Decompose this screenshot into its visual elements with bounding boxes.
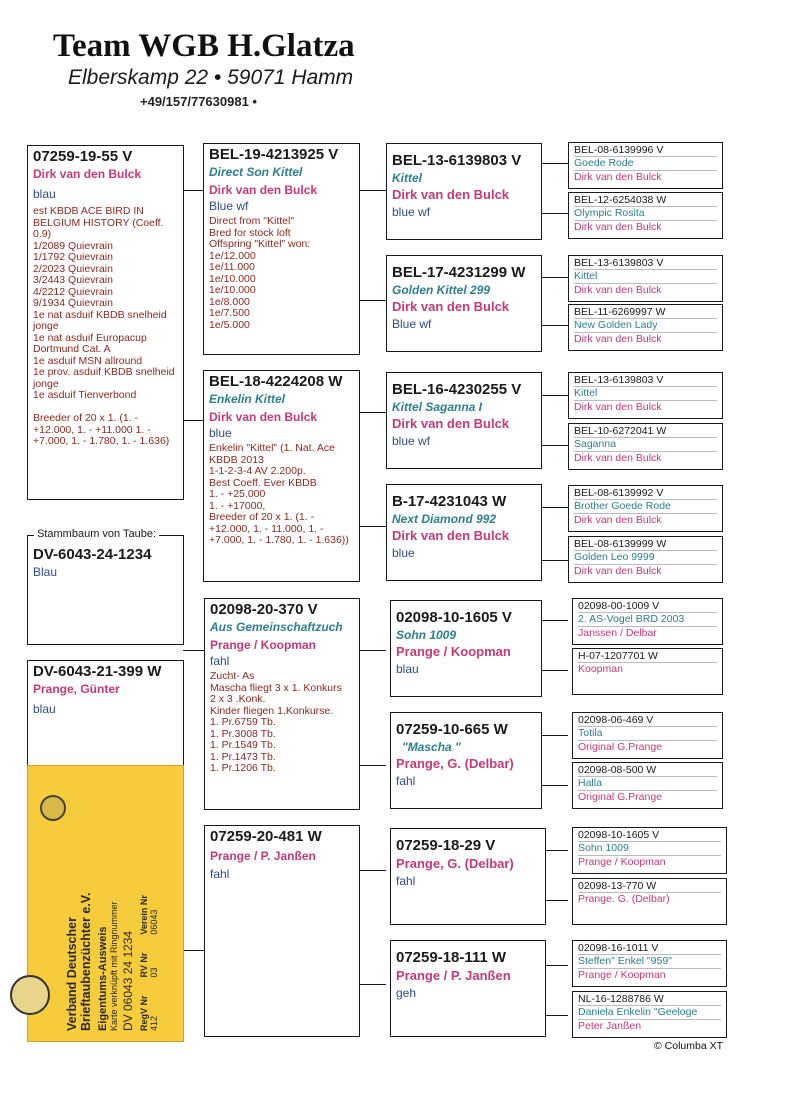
gen2-mm-breeder: Prange / P. Janßen bbox=[210, 849, 316, 863]
card-association: Verband Deutscher bbox=[65, 917, 79, 1031]
gen2-mf-box bbox=[204, 598, 360, 810]
gen3-box bbox=[386, 484, 542, 581]
gen3-color: blue wf bbox=[392, 434, 431, 448]
gen3-ring: B-17-4231043 W bbox=[392, 493, 507, 510]
gen2-mf-ring: 02098-20-370 V bbox=[210, 601, 318, 618]
gen4-name: Brother Goede Rode bbox=[574, 499, 717, 513]
gen4-breeder: Prange. G. (Delbar) bbox=[578, 892, 721, 906]
connector bbox=[360, 412, 386, 413]
gen4-breeder: Janssen / Delbar bbox=[578, 626, 717, 640]
seal-icon bbox=[40, 795, 66, 821]
gen4-breeder: Dirk van den Bulck bbox=[574, 451, 717, 465]
gen3-ring: 02098-10-1605 V bbox=[396, 609, 512, 626]
father-color: blau bbox=[33, 187, 56, 201]
connector bbox=[542, 277, 568, 278]
gen4-breeder: Dirk van den Bulck bbox=[574, 400, 717, 414]
gen4-breeder: Dirk van den Bulck bbox=[574, 220, 717, 234]
gen4-box bbox=[572, 827, 727, 874]
gen3-breeder: Dirk van den Bulck bbox=[392, 299, 510, 314]
card-regv-label: RegV Nr bbox=[139, 995, 149, 1031]
gen4-name: Olympic Rosita bbox=[574, 206, 717, 220]
card-ring: DV 06043 24 1234 bbox=[121, 930, 135, 1031]
father-notes: est KBDB ACE BIRD IN BELGIUM HISTORY (Coeff. 0.9) 1/2089 Quievrain 1/1792 Quievrain 2/2023 Quievrain 3/2443 Quievrain 4/2212 Quievrain 9/1934 Quievrain 1e nat asduif KBDB snelheid jonge 1e nat asduif Europacup Dortmund Cat. A 1e asduif MSN allround 1e prov. asduif KBDB snelheid jonge 1e asduif Tienverbond Breeder of 20 x 1. (1. - +12.000, 1. - +11.000 1. - +7.000, 1. - 1.780, 1. - 1.636) bbox=[33, 205, 175, 447]
gen3-breeder: Prange / Koopman bbox=[396, 644, 511, 659]
gen3-breeder: Dirk van den Bulck bbox=[392, 528, 510, 543]
card-rv-value: 03 bbox=[149, 967, 159, 978]
gen4-box bbox=[568, 255, 723, 302]
connector bbox=[542, 560, 568, 561]
connector bbox=[184, 420, 203, 421]
association-logo-icon bbox=[10, 975, 50, 1015]
card-verein-value: 06043 bbox=[149, 909, 159, 935]
gen4-name: Golden Leo 9999 bbox=[574, 550, 717, 564]
connector bbox=[360, 650, 386, 651]
gen4-ring: 02098-16-1011 V bbox=[578, 942, 659, 954]
gen3-name: Sohn 1009 bbox=[396, 628, 457, 642]
gen3-box bbox=[386, 255, 542, 352]
gen4-box bbox=[568, 485, 723, 532]
gen4-box bbox=[568, 372, 723, 419]
gen3-ring: BEL-13-6139803 V bbox=[392, 152, 522, 169]
gen4-box bbox=[568, 536, 723, 583]
gen3-breeder: Dirk van den Bulck bbox=[392, 187, 510, 202]
gen4-ring: 02098-00-1009 V bbox=[578, 600, 660, 612]
gen2-ff-name: Direct Son Kittel bbox=[209, 165, 303, 179]
gen4-ring: 02098-08-500 W bbox=[578, 764, 657, 776]
card-subtitle: Karte verknüpft mit Ringnummer bbox=[109, 901, 119, 1031]
gen3-color: fahl bbox=[396, 874, 416, 888]
gen3-name: Next Diamond 992 bbox=[392, 512, 497, 526]
gen3-box bbox=[390, 712, 542, 809]
connector bbox=[542, 325, 568, 326]
connector bbox=[542, 445, 568, 446]
gen2-mm-box bbox=[204, 825, 360, 1037]
father-box bbox=[27, 145, 184, 500]
gen4-ring: H-07-1207701 W bbox=[578, 650, 658, 662]
gen2-mf-notes: Zucht- As Mascha fliegt 3 x 1. Konkurs 2 x 3 .Konk. Kinder fliegen 1.Konkurse. 1. Pr.6759 Tb. 1. Pr.3008 Tb. 1. Pr.1549 Tb. 1. Pr.1473 Tb. 1. Pr.1206 Tb. bbox=[210, 670, 342, 774]
gen3-box bbox=[390, 828, 546, 925]
connector bbox=[542, 163, 568, 164]
gen3-name: Kittel Saganna I bbox=[392, 400, 483, 414]
address: Elberskamp 22 • 59071 Hamm bbox=[68, 66, 354, 89]
gen4-breeder: Prange / Koopman bbox=[578, 855, 721, 869]
connector bbox=[360, 526, 386, 527]
gen3-color: blau bbox=[396, 662, 419, 676]
father-ring: 07259-19-55 V bbox=[33, 148, 133, 165]
card-association-sub: Brieftaubenzüchter e.V. bbox=[79, 892, 93, 1031]
gen4-breeder: Original G.Prange bbox=[578, 790, 717, 804]
gen3-color: blue wf bbox=[392, 205, 431, 219]
connector bbox=[360, 765, 386, 766]
gen4-name: Kittel bbox=[574, 269, 717, 283]
gen4-ring: BEL-10-6272041 W bbox=[574, 425, 667, 437]
gen3-breeder: Prange, G. (Delbar) bbox=[396, 756, 514, 771]
gen4-box bbox=[572, 598, 723, 645]
gen4-box bbox=[568, 304, 723, 351]
phone: +49/157/77630981 • bbox=[140, 94, 257, 109]
gen3-ring: 07259-18-111 W bbox=[396, 949, 507, 966]
gen4-ring: NL-16-1288786 W bbox=[578, 993, 664, 1005]
gen4-box bbox=[568, 142, 723, 189]
connector bbox=[360, 300, 386, 301]
gen3-box bbox=[390, 940, 546, 1037]
connector bbox=[360, 984, 386, 985]
gen3-color: geh bbox=[396, 986, 417, 1000]
gen3-name: Kittel bbox=[392, 171, 422, 185]
connector bbox=[542, 670, 568, 671]
gen4-ring: 02098-06-469 V bbox=[578, 714, 654, 726]
gen3-breeder: Prange / P. Janßen bbox=[396, 968, 511, 983]
gen4-box bbox=[572, 712, 723, 759]
connector bbox=[360, 870, 386, 871]
gen4-breeder: Peter Janßen bbox=[578, 1019, 721, 1033]
gen3-ring: BEL-17-4231299 W bbox=[392, 264, 526, 281]
gen3-ring: 07259-10-665 W bbox=[396, 721, 508, 738]
gen3-box bbox=[386, 372, 542, 469]
gen4-name: Goede Rode bbox=[574, 156, 717, 170]
subject-ring: DV-6043-24-1234 bbox=[33, 546, 152, 563]
connector bbox=[183, 950, 204, 951]
gen4-breeder: Dirk van den Bulck bbox=[574, 283, 717, 297]
ownership-card-text bbox=[65, 771, 159, 1031]
father-breeder: Dirk van den Bulck bbox=[33, 167, 142, 181]
gen4-name: Saganna bbox=[574, 437, 717, 451]
gen4-name: Sohn 1009 bbox=[578, 841, 721, 855]
gen4-ring: BEL-11-6269997 W bbox=[574, 306, 666, 318]
gen2-mm-color: fahl bbox=[210, 867, 230, 881]
gen4-name: New Golden Lady bbox=[574, 318, 717, 332]
gen3-ring: BEL-16-4230255 V bbox=[392, 381, 522, 398]
gen3-ring: 07259-18-29 V bbox=[396, 837, 496, 854]
connector bbox=[542, 785, 568, 786]
gen4-name: Halla bbox=[578, 776, 717, 790]
gen3-color: Blue wf bbox=[392, 317, 432, 331]
card-regv-value: 412 bbox=[149, 1015, 159, 1031]
gen2-ff-notes: Direct from "Kittel" Bred for stock loft Offspring "Kittel" won: 1e/12.000 1e/11.000 1e/10.000 1e/10.000 1e/8.000 1e/7.500 1e/5.000 bbox=[209, 215, 311, 331]
gen4-ring: BEL-12-6254038 W bbox=[574, 194, 667, 206]
gen3-color: blue bbox=[392, 546, 415, 560]
gen4-breeder: Dirk van den Bulck bbox=[574, 564, 717, 578]
subject-box bbox=[27, 535, 184, 645]
gen4-ring: BEL-08-6139996 V bbox=[574, 144, 664, 156]
gen4-box bbox=[572, 762, 723, 809]
gen2-ff-ring: BEL-19-4213925 V bbox=[209, 146, 339, 163]
card-verein-label: Verein Nr bbox=[139, 895, 149, 935]
gen2-fm-name: Enkelin Kittel bbox=[209, 392, 286, 406]
connector bbox=[542, 507, 568, 508]
gen4-ring: BEL-13-6139803 V bbox=[574, 374, 664, 386]
gen2-fm-color: blue bbox=[209, 426, 232, 440]
gen4-breeder: Original G.Prange bbox=[578, 740, 717, 754]
subject-color: Blau bbox=[33, 565, 58, 579]
gen4-ring: BEL-13-6139803 V bbox=[574, 257, 664, 269]
gen2-mm-ring: 07259-20-481 W bbox=[210, 828, 322, 845]
gen4-ring: 02098-10-1605 V bbox=[578, 829, 660, 841]
card-title: Eigentums-Ausweis bbox=[97, 926, 109, 1031]
gen4-ring: BEL-08-6139992 V bbox=[574, 487, 664, 499]
mother-breeder: Prange, Günter bbox=[33, 682, 120, 696]
gen3-box bbox=[386, 143, 542, 240]
gen4-name: Totila bbox=[578, 726, 717, 740]
gen3-name: "Mascha " bbox=[402, 740, 461, 754]
connector bbox=[183, 650, 204, 651]
gen4-box bbox=[568, 423, 723, 470]
gen4-ring: 02098-13-770 W bbox=[578, 880, 657, 892]
gen2-fm-notes: Enkelin "Kittel" (1. Nat. Ace KBDB 2013 1-1-2-3-4 AV 2.200p. Best Coeff. Ever KBDB 1. - +25.000 1. - +17000, Breeder of 20 x 1. (1. - +12.000, 1. - 11.000, 1. - +7.000, 1. - 1.780, 1. - 1.636)) bbox=[209, 442, 349, 546]
gen4-box bbox=[568, 192, 723, 239]
gen4-box bbox=[572, 991, 727, 1038]
pedigree-label: Stammbaum von Taube: bbox=[34, 528, 159, 540]
gen2-fm-ring: BEL-18-4224208 W bbox=[209, 373, 343, 390]
gen4-box bbox=[572, 940, 727, 987]
mother-ring: DV-6043-21-399 W bbox=[33, 663, 162, 680]
gen4-breeder: Koopman bbox=[578, 662, 717, 676]
gen4-breeder: Dirk van den Bulck bbox=[574, 332, 717, 346]
gen4-name: Daniela Enkelin "Geeloge bbox=[578, 1005, 721, 1019]
connector bbox=[360, 190, 386, 191]
gen4-box bbox=[572, 878, 727, 925]
gen4-name: 2. AS-Vogel BRD 2003 bbox=[578, 612, 717, 626]
gen2-mf-breeder: Prange / Koopman bbox=[210, 638, 317, 652]
gen2-ff-box bbox=[203, 143, 360, 355]
card-rv-label: RV Nr bbox=[139, 952, 149, 978]
gen4-ring: BEL-08-6139999 W bbox=[574, 538, 667, 550]
gen4-name: Steffen" Enkel "959" bbox=[578, 954, 721, 968]
mother-color: blau bbox=[33, 702, 56, 716]
card-grid bbox=[139, 771, 159, 1031]
gen3-color: fahl bbox=[396, 774, 416, 788]
gen3-box bbox=[390, 600, 542, 697]
gen3-breeder: Prange, G. (Delbar) bbox=[396, 856, 514, 871]
gen4-breeder: Prange / Koopman bbox=[578, 968, 721, 982]
gen4-name: Kittel bbox=[574, 386, 717, 400]
gen2-fm-box bbox=[203, 370, 360, 582]
connector bbox=[184, 190, 203, 191]
gen2-ff-color: Blue wf bbox=[209, 199, 249, 213]
gen4-breeder: Dirk van den Bulck bbox=[574, 170, 717, 184]
page-title: Team WGB H.Glatza bbox=[53, 28, 355, 64]
gen2-mf-color: fahl bbox=[210, 654, 230, 668]
connector bbox=[542, 395, 568, 396]
connector bbox=[542, 213, 568, 214]
gen3-name: Golden Kittel 299 bbox=[392, 283, 491, 297]
gen3-breeder: Dirk van den Bulck bbox=[392, 416, 510, 431]
connector bbox=[542, 620, 568, 621]
copyright: © Columba XT bbox=[654, 1040, 724, 1052]
gen2-mf-name: Aus Gemeinschaftzuch bbox=[210, 620, 343, 634]
connector bbox=[542, 735, 568, 736]
gen4-box bbox=[572, 648, 723, 695]
gen4-breeder: Dirk van den Bulck bbox=[574, 513, 717, 527]
gen2-fm-breeder: Dirk van den Bulck bbox=[209, 410, 318, 424]
gen2-ff-breeder: Dirk van den Bulck bbox=[209, 183, 318, 197]
